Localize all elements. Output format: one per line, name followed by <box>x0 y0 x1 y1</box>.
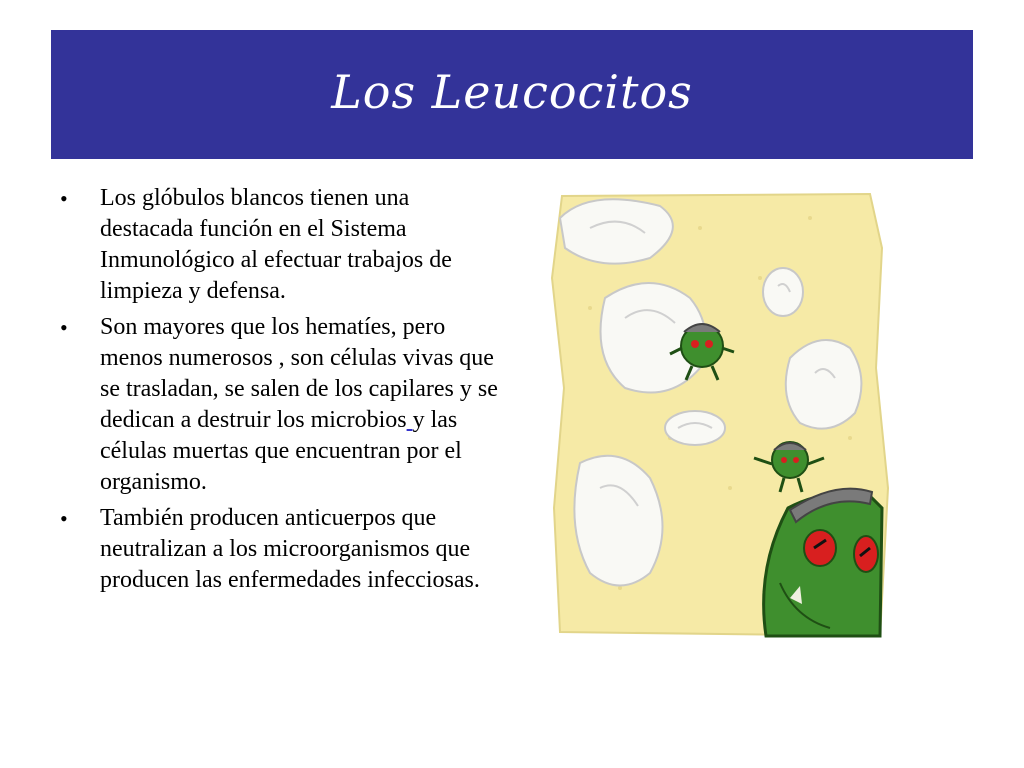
bullet-text: Son mayores que los hematíes, pero menos numerosos , son células vivas que se trasladan, se salen de los capilares y se dedican a destruir los microbios <box>100 314 498 433</box>
bullet-item <box>58 503 498 596</box>
white-cell <box>763 268 803 316</box>
bullet-text: También producen anticuerpos que neutralizan a los microorganismos que producen las enfermedades infecciosas. <box>100 505 480 593</box>
white-cell <box>786 340 862 429</box>
bullet-text: y las células muertas que encuentran por el organismo. <box>100 407 462 495</box>
white-cell <box>665 411 725 445</box>
bullet-item <box>58 312 498 498</box>
bullet-item <box>58 183 498 307</box>
title-bar <box>51 30 973 159</box>
bullet-dot: • <box>60 186 68 211</box>
slide-title: Los Leucocitos <box>331 64 693 119</box>
white-cell <box>560 199 673 263</box>
bullet-text: Los glóbulos blancos tienen una destacada función en el Sistema Inmunológico al efectuar trabajos de limpieza y defensa. <box>100 185 452 304</box>
leukocytes-microbes-illustration <box>550 188 894 638</box>
bullet-dot: • <box>60 315 68 340</box>
bullet-list <box>58 183 498 601</box>
bullet-dot: • <box>60 506 68 531</box>
